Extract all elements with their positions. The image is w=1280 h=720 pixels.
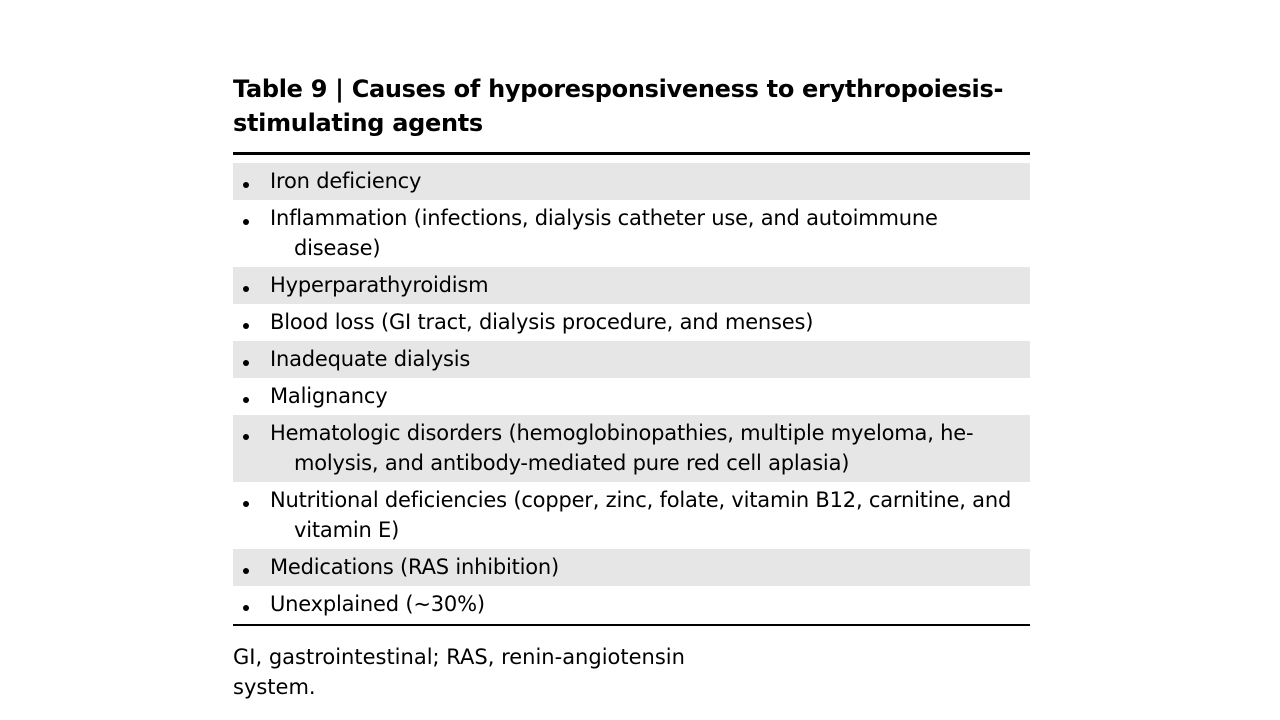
list-item-text: Blood loss (GI tract, dialysis procedure, and menses) [270, 309, 814, 334]
list-item-text: Hyperparathyroidism [270, 272, 489, 297]
top-rule [233, 152, 1030, 155]
list-item-text: Nutritional deficiencies (copper, zinc, folate, vitamin B12, carnitine, and vitamin E) [270, 487, 1012, 542]
table-title-line-2: stimulating agents [233, 109, 483, 137]
list-item [233, 163, 1030, 200]
list-item-text: Unexplained (∼30%) [270, 591, 485, 616]
list-item [233, 415, 1030, 482]
list-item-text: Inflammation (infections, dialysis catheter use, and autoimmune disease) [270, 205, 938, 260]
list-item-text: Inadequate dialysis [270, 346, 471, 371]
list-item [233, 267, 1030, 304]
footnote-text: GI, gastrointestinal; RAS, renin-angiotensin system. [233, 645, 685, 699]
table-container [233, 72, 1030, 626]
list-item-text: Medications (RAS inhibition) [270, 554, 560, 579]
list-item [233, 341, 1030, 378]
list-item-text: Malignancy [270, 383, 388, 408]
list-item-text: Iron deficiency [270, 168, 422, 193]
bottom-rule [233, 624, 1030, 627]
list-item-text: Hematologic disorders (hemoglobinopathies, multiple myeloma, he-molysis, and antibody-mediated pure red cell aplasia) [270, 420, 974, 475]
list-item [233, 586, 1030, 623]
footnote-clipped [233, 645, 733, 699]
table-title [233, 72, 1030, 140]
list-item [233, 200, 1030, 267]
list-item [233, 549, 1030, 586]
table-title-line-1: Table 9 | Causes of hyporesponsiveness to erythropoiesis- [233, 75, 1004, 103]
cause-list [233, 163, 1030, 623]
list-item [233, 304, 1030, 341]
list-item [233, 482, 1030, 549]
list-item [233, 378, 1030, 415]
